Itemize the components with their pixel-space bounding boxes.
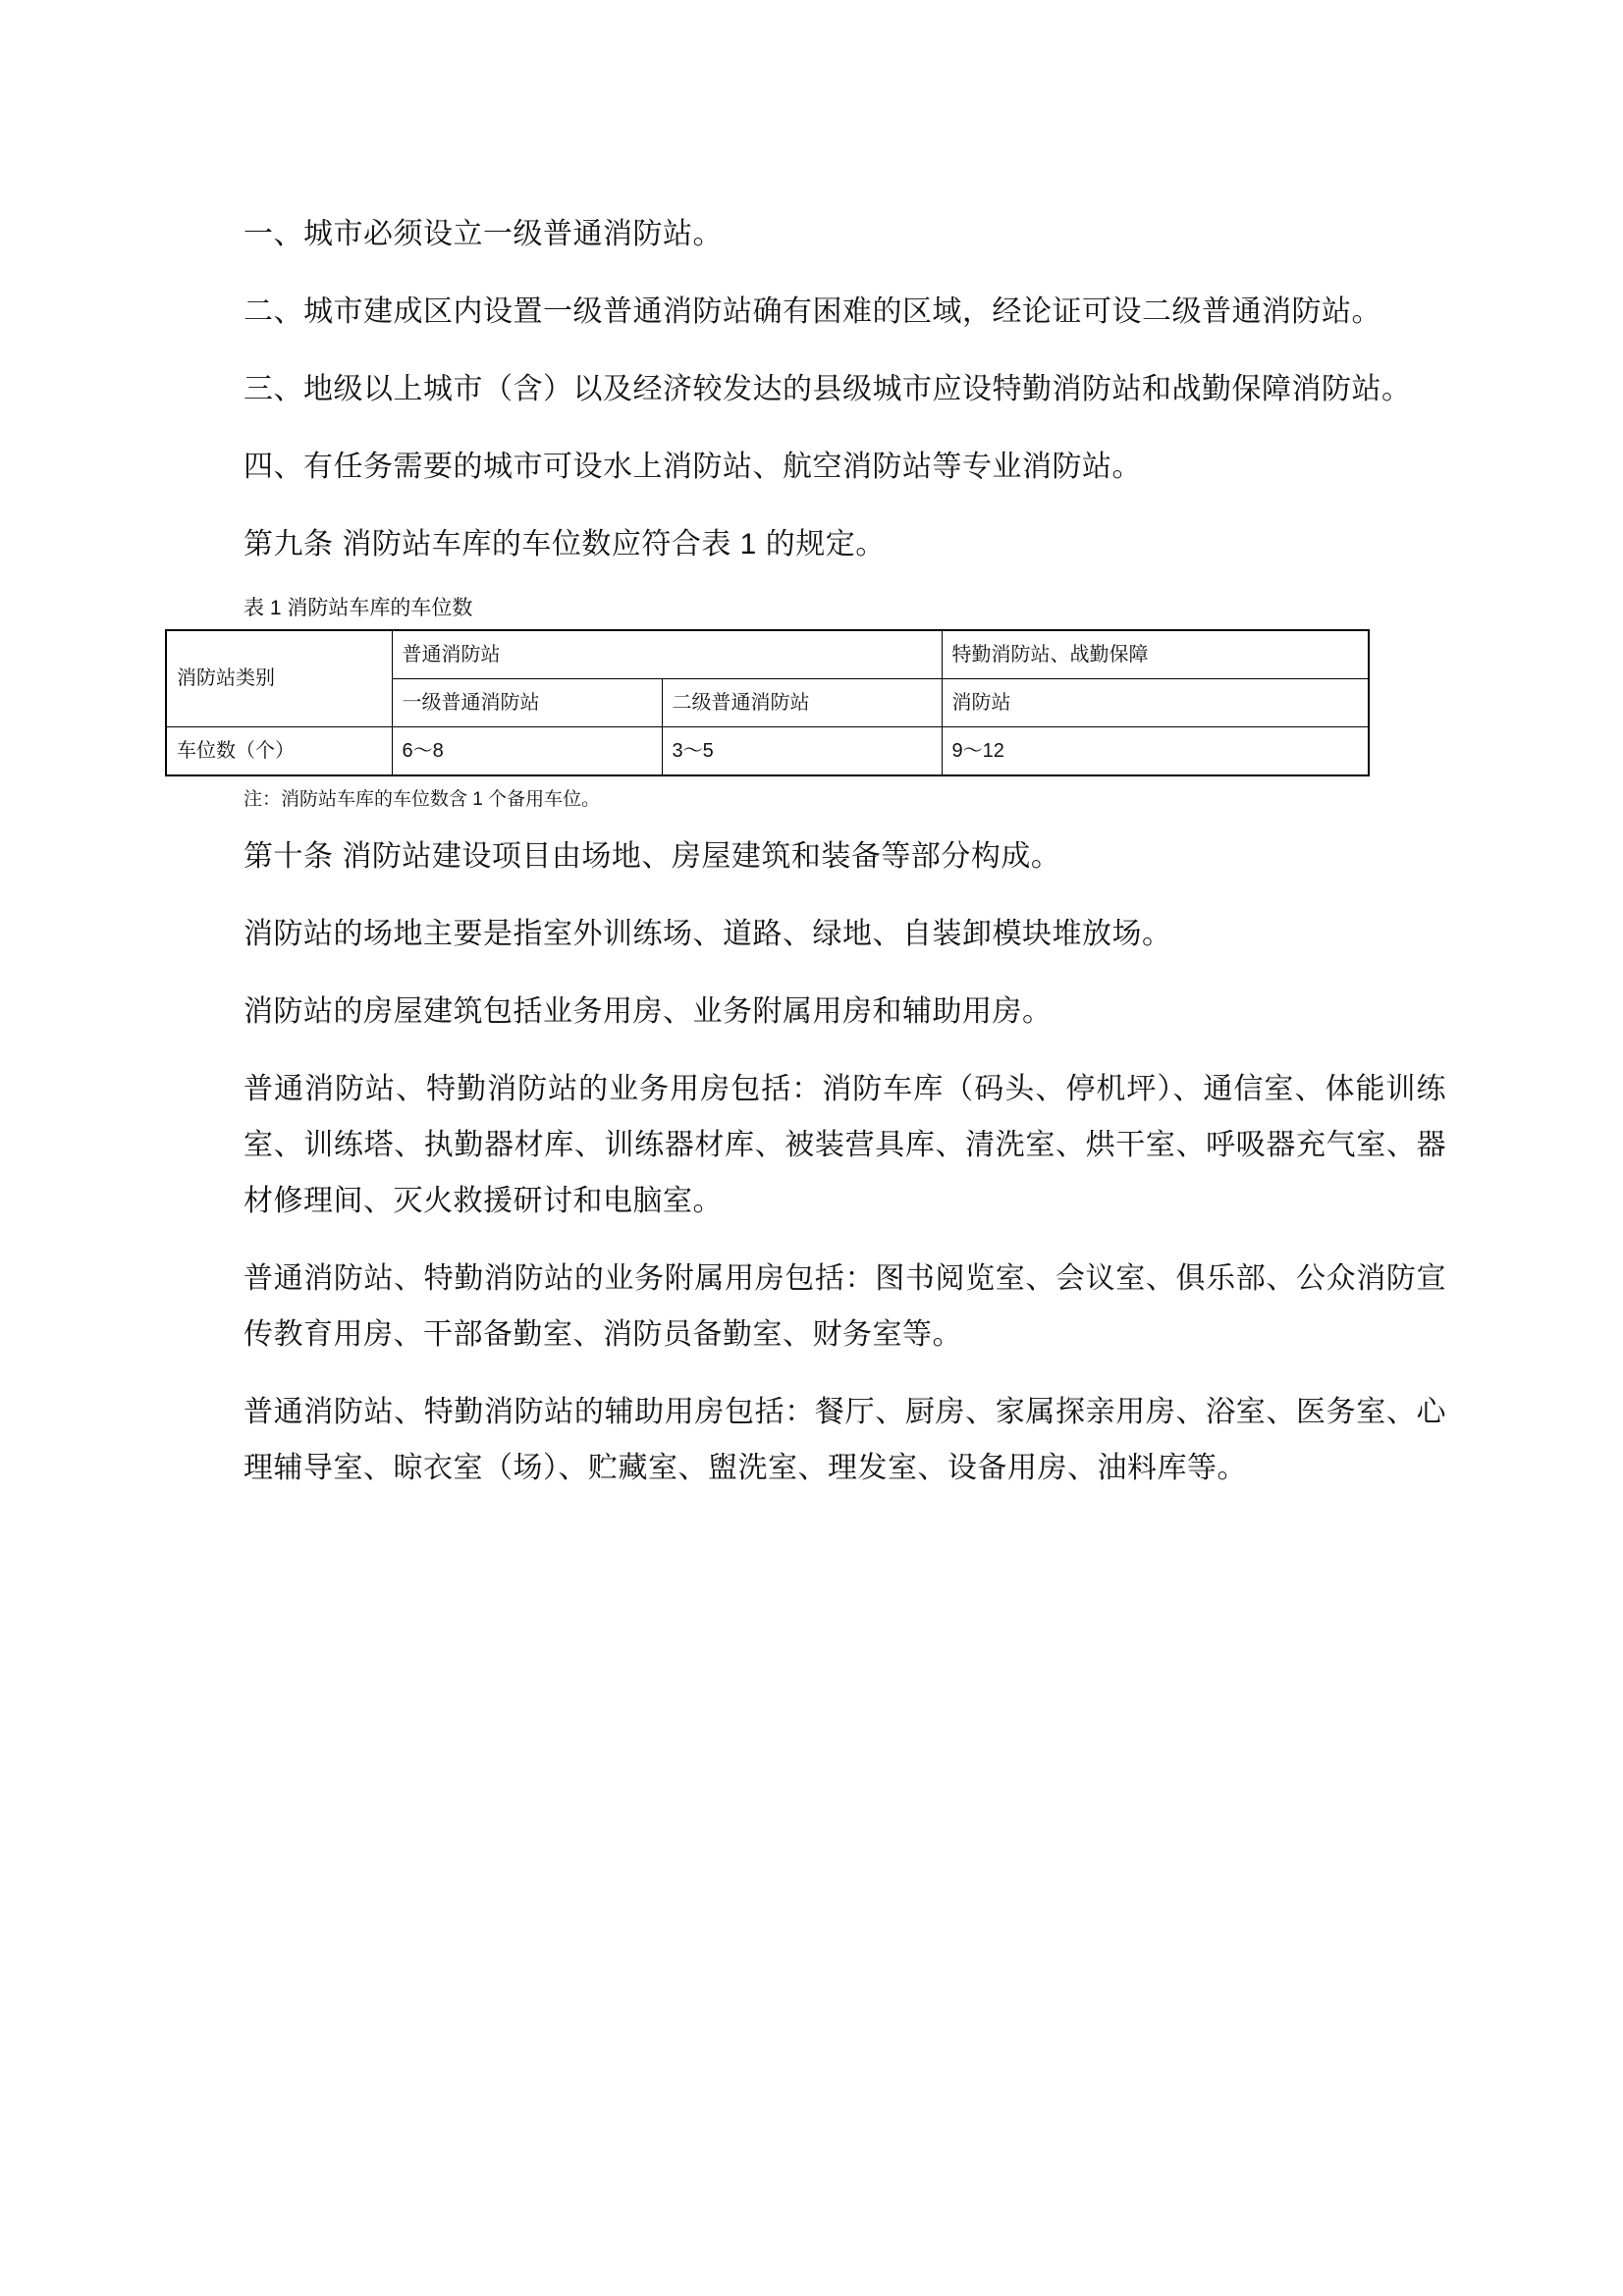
paragraph-buildings: 消防站的房屋建筑包括业务用房、业务附属用房和辅助用房。 bbox=[243, 994, 1053, 1028]
parking-spaces-table bbox=[165, 629, 1370, 776]
table-header-special-cont: 消防站 bbox=[942, 678, 1369, 726]
table-row bbox=[166, 726, 1369, 775]
table-header-level-one: 一级普通消防站 bbox=[392, 678, 662, 726]
table-note: 注：消防站车库的车位数含 1 个备用车位。 bbox=[243, 788, 601, 810]
article-ten-heading: 第十条 消防站建设项目由场地、房屋建筑和装备等部分构成。 bbox=[243, 839, 1061, 873]
paragraph-item-4: 四、有任务需要的城市可设水上消防站、航空消防站等专业消防站。 bbox=[243, 451, 1142, 483]
paragraph-item-3: 三、地级以上城市（含）以及经济较发达的县级城市应设特勤消防站和战勤保障消防站。 bbox=[243, 373, 1412, 405]
paragraph-auxiliary-rooms: 普通消防站、特勤消防站的辅助用房包括：餐厅、厨房、家属探亲用房、浴室、医务室、心理辅导室、晾衣室（场）、贮藏室、盥洗室、理发室、设备用房、油料库等。 bbox=[243, 1395, 1446, 1484]
table-row bbox=[166, 630, 1369, 679]
table-header-category: 消防站类别 bbox=[166, 630, 392, 727]
paragraph-ancillary-rooms: 普通消防站、特勤消防站的业务附属用房包括：图书阅览室、会议室、俱乐部、公众消防宣传教育用房、干部备勤室、消防员备勤室、财务室等。 bbox=[243, 1261, 1446, 1351]
table-cell-row-label: 车位数（个） bbox=[166, 726, 392, 775]
table-cell-level-two-value: 3～5 bbox=[662, 726, 942, 775]
table-header-level-two: 二级普通消防站 bbox=[662, 678, 942, 726]
article-nine-heading: 第九条 消防站车库的车位数应符合表 1 的规定。 bbox=[243, 528, 886, 561]
table-cell-special-value: 9～12 bbox=[942, 726, 1369, 775]
table-header-ordinary-group: 普通消防站 bbox=[392, 630, 942, 679]
table-header-special-group: 特勤消防站、战勤保障 bbox=[942, 630, 1369, 679]
paragraph-business-rooms: 普通消防站、特勤消防站的业务用房包括：消防车库（码头、停机坪）、通信室、体能训练室、训练塔、执勤器材库、训练器材库、被装营具库、清洗室、烘干室、呼吸器充气室、器材修理间、灭火救援研讨和电脑室。 bbox=[243, 1072, 1446, 1217]
table-cell-level-one-value: 6～8 bbox=[392, 726, 662, 775]
paragraph-item-1: 一、城市必须设立一级普通消防站。 bbox=[243, 218, 723, 250]
paragraph-item-2: 二、城市建成区内设置一级普通消防站确有困难的区域，经论证可设二级普通消防站。 bbox=[243, 295, 1381, 328]
table-caption: 表 1 消防站车库的车位数 bbox=[243, 597, 473, 619]
paragraph-site: 消防站的场地主要是指室外训练场、道路、绿地、自装卸模块堆放场。 bbox=[243, 917, 1172, 950]
